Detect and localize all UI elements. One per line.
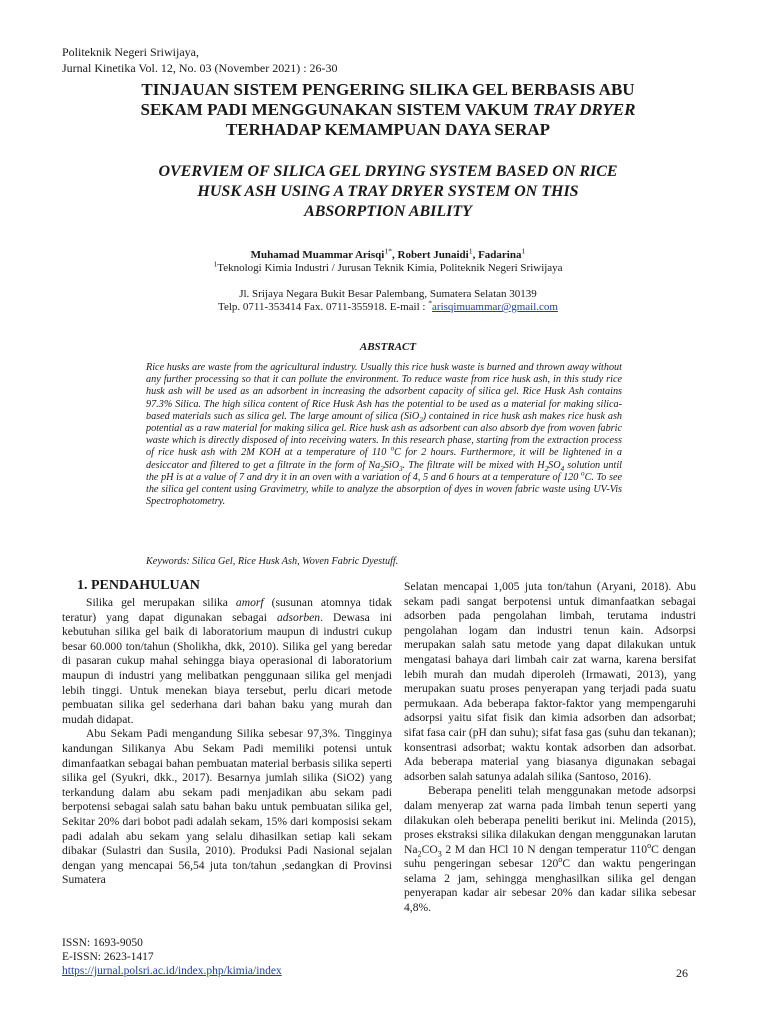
abstract-heading: ABSTRACT [359,341,417,353]
eissn: E-ISSN: 2623-1417 [62,951,154,963]
paragraph: Abu Sekam Padi mengandung Silika sebesar 97,3%. Tingginya kandungan Silikanya Abu Sekam Padi memiliki potensi untuk dimanfaatkan sebagai bahan pembuatan material berbasis silika seperti silika gel (Syukri, dkk., 2017). Besarnya jumlah silika (SiO2) yang terkandung dalam abu sekam padi menjadikan abu sekam padi berpotensi sebagai salah satu bahan baku untuk pembuatan silika gel, Sekitar 20% dari bobot padi adalah sekam, 15% dari komposisi sekam padi adalah abu sekam yang selalu dihasilkan setiap kali sekam dibakar (Sulastri dan Susila, 2010). Produksi Padi Nasional sejalan dengan yang mencapai 56,54 juta ton/tahun ,sedangkan di Provinsi Sumatera [62,727,392,887]
journal-header [62,44,338,76]
journal-url-link[interactable]: https://jurnal.polsri.ac.id/index.php/kimia/index [62,965,282,977]
paragraph: Beberapa peneliti telah menggunakan metode adsorpsi dalam menyerap zat warna pada limbah tenun seperti yang dilakukan oleh beberapa peneliti berikut ini. Melinda (2015), proses ekstraksi silika dilakukan dengan menggunakan larutan $Na_2CO_3$ 2 M dan HCl 10 N dengan temperatur 110$^o$C dengan suhu pengeringan sebesar 120$^o$C dan waktu pengeringan selama 2 jam, sehingga menghasilkan silika gel dengan penyerapan kadar air sebesar 20% dan kadar silika sebesar 4,8%. [404,784,696,915]
section-heading: 1. PENDAHULUAN [77,578,200,593]
paragraph: Selatan mencapai 1,005 juta ton/tahun (Aryani, 2018). Abu sekam padi sangat berpotensi untuk dimanfaatkan sebagai adsorben pada pengolahan limbah, terutama industri pengolahan logam dan industri tenun kain. Adsorpsi merupakan salah satu metode yang dapat dilakukan untuk mengatasi bahaya dari limbah cair zat warna, karena bersifat lebih murah dan mudah diperoleh (Irmawati, 2013), yang merupakan suatu proses penyerapan yang terjadi pada suatu permukaan. Ada beberapa faktor-faktor yang mempengaruhi adsorpsi yaitu sifat fisik dan kimia adsorben dan adsorbat; sifat fasa cair (pH dan suhu); sifat fasa gas (suhu dan tekanan); konsentrasi adsorbat; waktu kontak adsorben dan adsorbat. Ada beberapa material yang biasanya digunakan sebagai adsorben salah satunya adalah silika (Santoso, 2016). [404,580,696,783]
author-list: Muhamad Muammar Arisqi$^{1*}$, Robert Junaidi$^1$, Fadarina$^1$ [250,246,526,261]
column-left [62,596,392,888]
english-title: OVERVIEM OF SILICA GEL DRYING SYSTEM BASED ON RICE HUSK ASH USING A TRAY DRYER SYSTEM ON THIS ABSORPTION ABILITY [158,163,618,220]
institution-name: Politeknik Negeri Sriwijaya, [62,45,199,59]
affiliation: $^1$Teknologi Kimia Industri / Jurusan Teknik Kimia, Politeknik Negeri Sriwijaya [213,259,563,274]
column-right [404,580,696,916]
keywords: Keywords: Silica Gel, Rice Husk Ash, Woven Fabric Dyestuff. [146,556,399,567]
page-number: 26 [676,966,688,980]
email-link[interactable]: arisqimuammar@gmail.com [432,301,558,313]
paper-title: TINJAUAN SISTEM PENGERING SILIKA GEL BERBASIS ABU SEKAM PADI MENGGUNAKAN SISTEM VAKUM TRAY DRYER TERHADAP KEMAMPUAN DAYA SERAP [140,80,636,139]
paragraph: Silika gel merupakan silika amorf (susunan atomnya tidak teratur) yang dapat digunakan sebagai adsorben. Dewasa ini kebutuhan silika gel baik di laboratorium maupun di industri cukup besar 60.000 ton/tahun (Sholikha, dkk, 2010). Silika gel yang beredar di pasaran cukup mahal sehingga biaya operasional di laboratorium maupun di industri yang melibatkan penggunaan silika gel menjadi lebih tinggi. Untuk menekan biaya tersebut, perlu dicari metode pembuatan silika gel sederhana dari bahan baku yang murah dan mudah didapat. [62,596,392,726]
abstract-text: Rice husks are waste from the agricultural industry. Usually this rice husk waste is burned and thrown away without any further processing so that it can pollute the environment. To reduce waste from rice husk ash, in this study rice husk ash will be used as an adsorbent in increasing the adsorbent capacity of silica gel. Rice Husk Ash contains 97.3% Silica. The high silica content of Rice Husk Ash has the potential to be used as a material for making silica-based materials such as silica gel. The large amount of silica (SiO$_2$) contained in rice husk ash makes rice husk ash potential as a raw material for making silica gel. Rice husk ash as adsorbent can also absorb dye from woven fabric waste which is directly disposed of into receiving waters. In this research phase, starting from the extraction process of rice husk ash with 2M KOH at a temperature of 110 $^o$C for 2 hours. Furthermore, it will be lightened in a desiccator and filtered to get a filtrate in the form of $Na_2SiO_3$. The filtrate will be mixed with $H_2SO_4$ solution until the pH is at a value of 7 and dry it in an oven with a variation of 4, 5 and 6 hours at a temperature of 120 $^o$C. To see the silica gel content using Gravimetry, while to analyze the absorption of dyes in woven fabric waste using UV-Vis Spectrophotometry. [146,362,623,508]
journal-citation: Jurnal Kinetika Vol. 12, No. 03 (November 2021) : 26-30 [62,61,338,75]
issn: ISSN: 1693-9050 [62,937,143,949]
page-footer [62,936,282,978]
contact-line: Telp. 0711-353414 Fax. 0711-355918. E-mail : *arisqimuammar@gmail.com [218,298,558,313]
address: Jl. Srijaya Negara Bukit Besar Palembang, Sumatera Selatan 30139 [239,288,537,300]
